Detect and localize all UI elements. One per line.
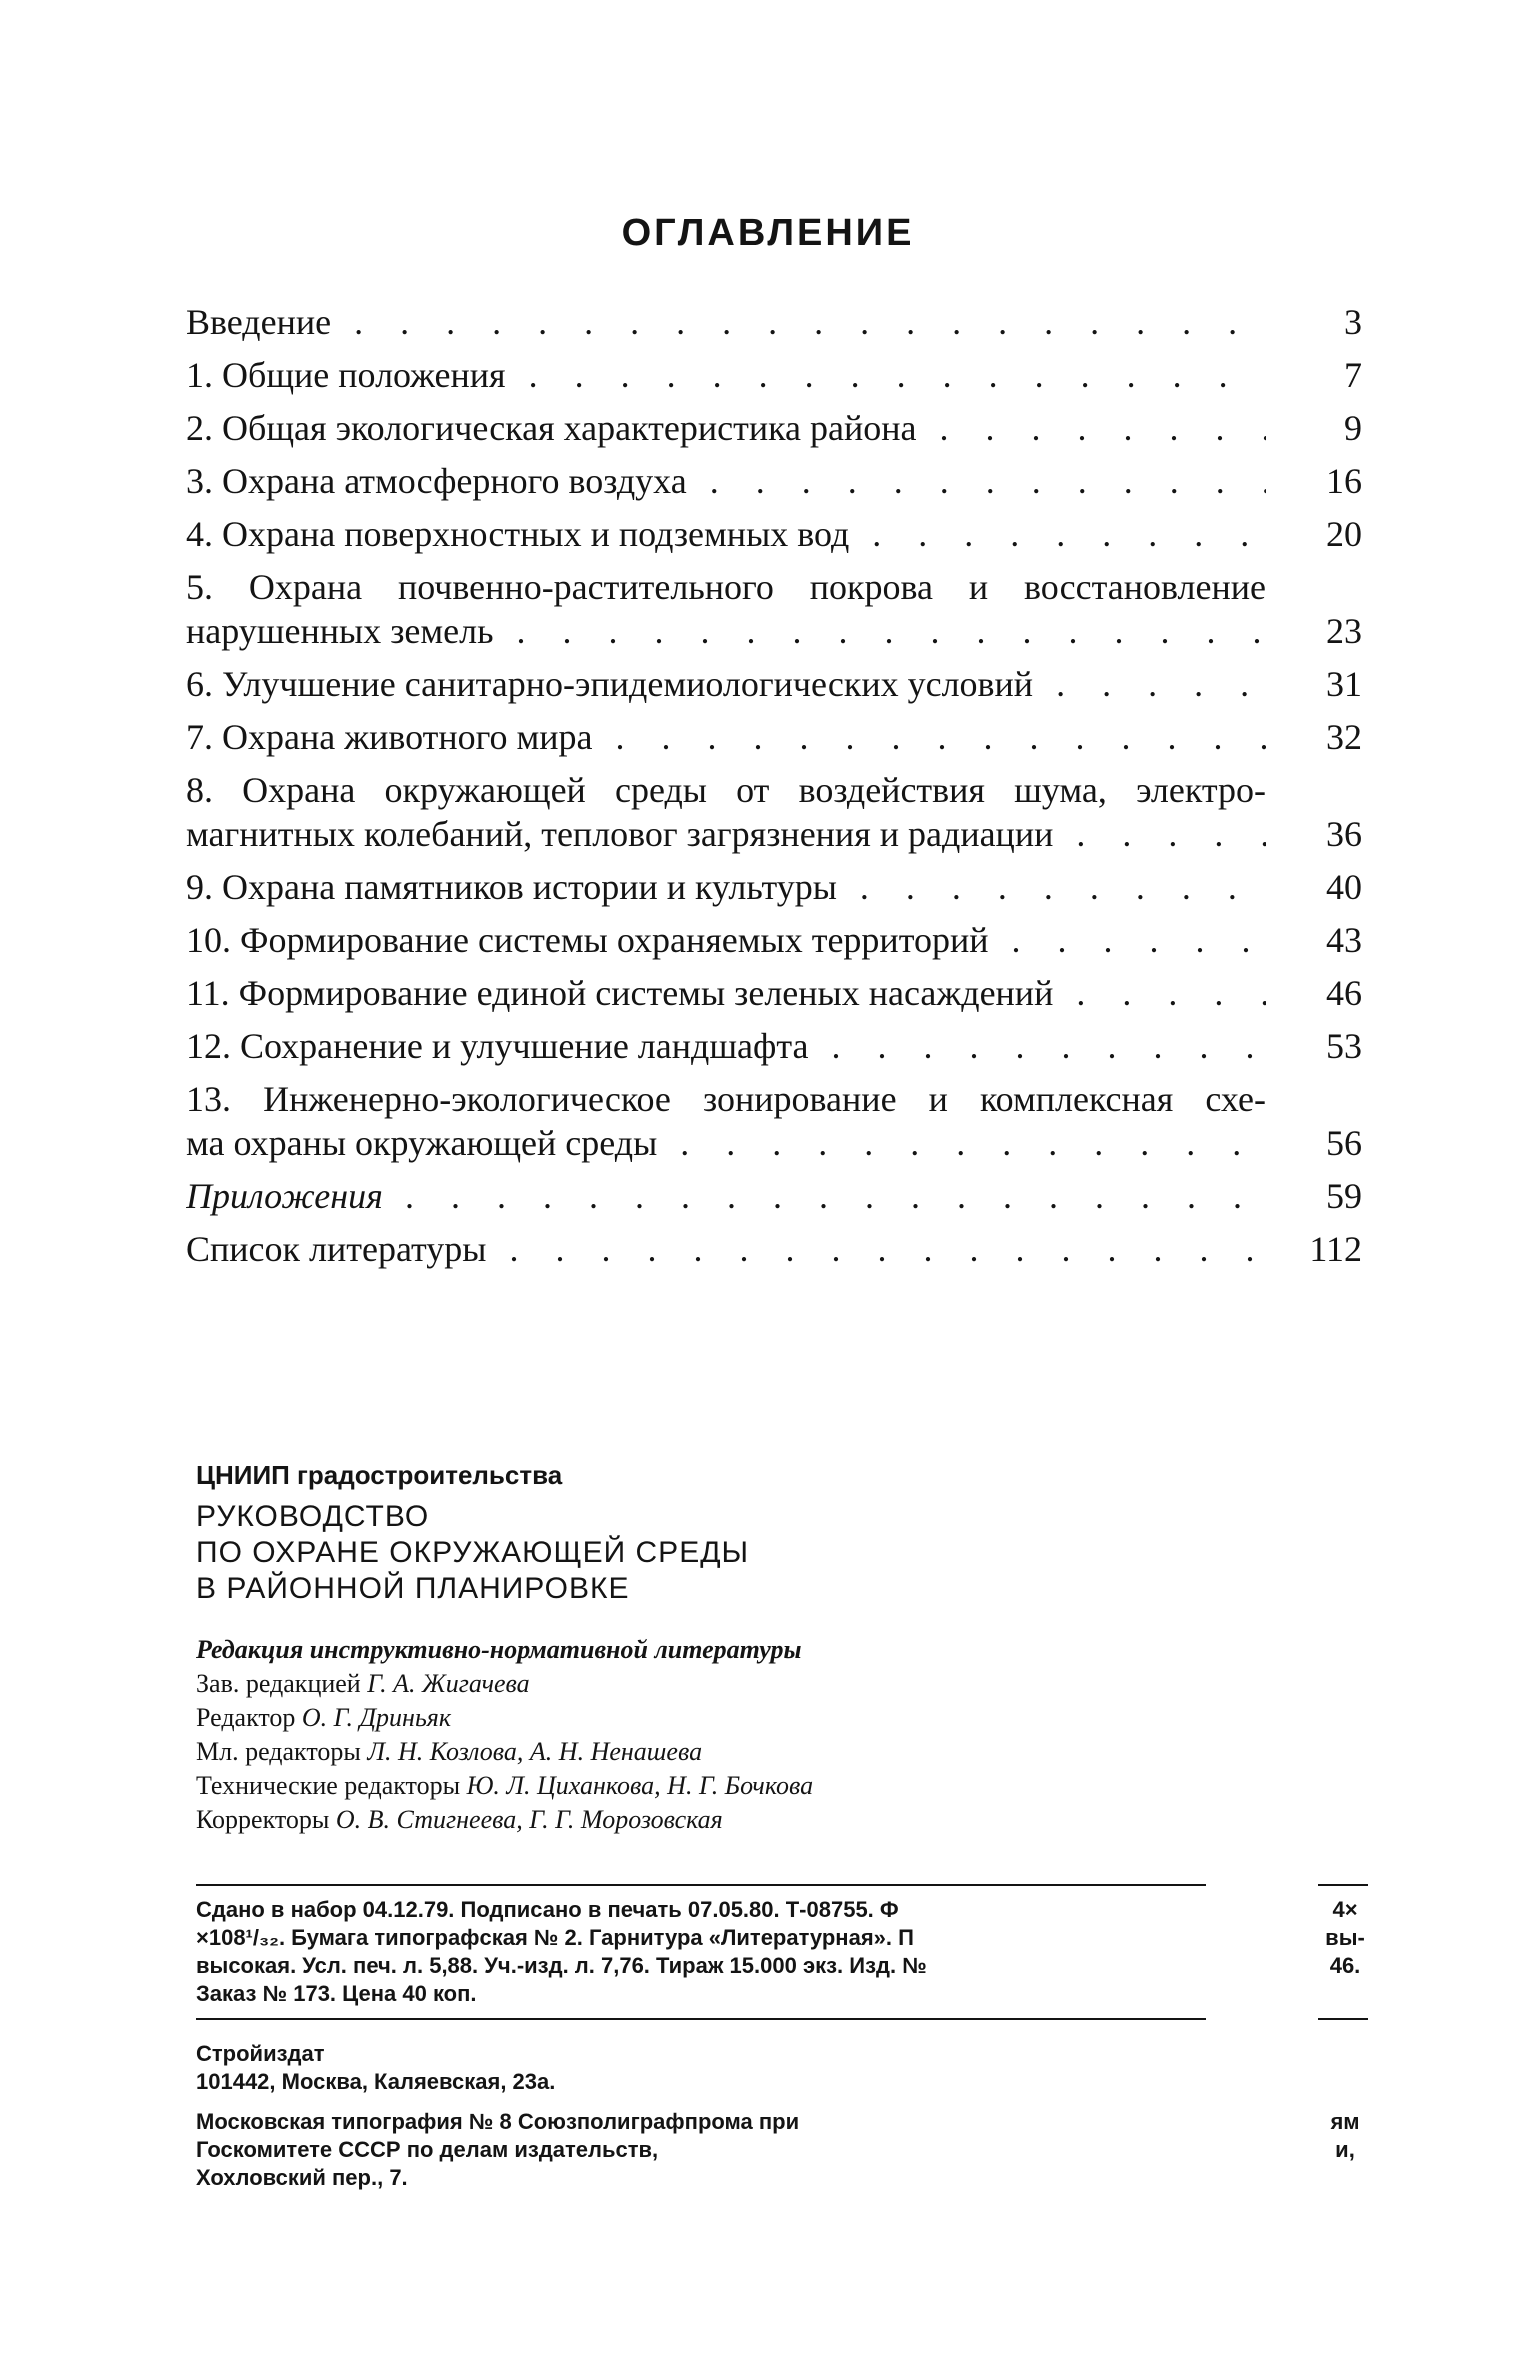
toc-page-number: 40 [1326, 867, 1362, 907]
toc-entry[interactable] [186, 918, 1362, 962]
editor-names: О. Г. Дриньяк [301, 1703, 452, 1732]
toc-entry[interactable] [186, 1227, 1362, 1271]
toc-entry[interactable] [186, 1024, 1362, 1068]
print-info-line: высокая. Усл. печ. л. 5,88. Уч.-изд. л. 7,76. Тираж 15.000 экз. Изд. № [196, 1953, 927, 1978]
toc-entry[interactable] [186, 971, 1362, 1015]
printer [196, 2108, 1206, 2192]
divider [1318, 2018, 1368, 2020]
toc-entry[interactable] [186, 662, 1362, 706]
editor-line [196, 1667, 1376, 1701]
publisher-line: 101442, Москва, Каляевская, 23а. [196, 2069, 556, 2094]
editor-names: О. В. Стигнеева, Г. Г. Морозовская [335, 1805, 723, 1834]
toc-entry[interactable] [186, 865, 1362, 909]
toc-entry-title: 12. Сохранение и улучшение ландшафта . . . [186, 1024, 1266, 1068]
editor-role: Зав. редакцией [196, 1669, 361, 1698]
editor-names: Г. А. Жигачева [367, 1669, 530, 1698]
toc-entry-title: Приложения . . . [186, 1174, 1266, 1218]
toc-entry[interactable] [186, 512, 1362, 556]
editor-line [196, 1701, 1376, 1735]
toc-page-number: 7 [1344, 355, 1362, 395]
printer-right-line: и, [1335, 2137, 1355, 2162]
printer-line: Хохловский пер., 7. [196, 2165, 408, 2190]
print-info-right [1310, 1896, 1380, 1980]
toc-entry[interactable] [186, 300, 1362, 344]
divider [1318, 1884, 1368, 1886]
toc-entry[interactable] [186, 406, 1362, 450]
toc-entry-title: Список литературы . . . [186, 1227, 1266, 1271]
editor-line [196, 1769, 1376, 1803]
editor-role: Корректоры [196, 1805, 330, 1834]
print-info-right-line: 4× [1332, 1897, 1358, 1922]
toc-entry-title: 10. Формирование системы охраняемых территорий . . . [186, 918, 1266, 962]
toc-entry-title: ма охраны окружающей среды . . . [186, 1121, 1266, 1165]
editor-line [196, 1735, 1376, 1769]
print-info-right-line: 46. [1329, 1953, 1361, 1978]
printer-line: Госкомитете СССР по делам издательств, [196, 2137, 659, 2162]
toc-page-number: 16 [1326, 461, 1362, 501]
toc-entry-title: 7. Охрана животного мира . . . [186, 715, 1266, 759]
toc-entry-title: 5. Охрана почвенно-растительного покрова и восстановление [186, 567, 1266, 607]
toc-page-number: 53 [1326, 1026, 1362, 1066]
publisher [196, 2040, 896, 2096]
toc-entry[interactable] [186, 353, 1362, 397]
edition-line: Редакция инструктивно-нормативной литературы [196, 1635, 802, 1664]
toc-page-number: 3 [1344, 302, 1362, 342]
toc-page-number: 36 [1326, 814, 1362, 854]
imprint [196, 1460, 1376, 1837]
toc-page-number: 9 [1344, 408, 1362, 448]
editor-names: Ю. Л. Циханкова, Н. Г. Бочкова [466, 1771, 814, 1800]
editor-line [196, 1803, 1376, 1837]
toc-entry[interactable] [186, 715, 1362, 759]
book-title-line: ПО ОХРАНЕ ОКРУЖАЮЩЕЙ СРЕДЫ [196, 1536, 750, 1569]
editor-names: Л. Н. Козлова, А. Н. Ненашева [367, 1737, 703, 1766]
toc-entry-title: 3. Охрана атмосферного воздуха . . . [186, 459, 1266, 503]
toc-entry-title: 8. Охрана окружающей среды от воздействия шума, электро- [186, 770, 1266, 810]
divider [196, 2018, 1206, 2020]
toc-page-number: 112 [1309, 1229, 1362, 1269]
toc-page-number: 59 [1326, 1176, 1362, 1216]
print-info [196, 1896, 1206, 2008]
organization-name: ЦНИИП градостроительства [196, 1460, 563, 1490]
toc-entry-title: 13. Инженерно-экологическое зонирование и комплексная схе- [186, 1079, 1266, 1119]
print-info-line: ×108¹/₃₂. Бумага типографская № 2. Гарнитура «Литературная». П [196, 1925, 914, 1950]
toc-page-number: 46 [1326, 973, 1362, 1013]
print-info-line: Сдано в набор 04.12.79. Подписано в печать 07.05.80. Т-08755. Ф [196, 1897, 899, 1922]
editor-role: Редактор [196, 1703, 296, 1732]
publisher-line: Стройиздат [196, 2041, 325, 2066]
book-title-line: В РАЙОННОЙ ПЛАНИРОВКЕ [196, 1572, 630, 1605]
toc-entry[interactable] [186, 768, 1362, 856]
divider [196, 1884, 1206, 1886]
toc-entry-title: нарушенных земель . . . [186, 609, 1266, 653]
toc-page-number: 32 [1326, 717, 1362, 757]
toc-page-number: 23 [1326, 611, 1362, 651]
toc-page-number: 20 [1326, 514, 1362, 554]
print-info-line: Заказ № 173. Цена 40 коп. [196, 1981, 477, 2006]
editors-list [196, 1633, 1376, 1837]
toc-page-number: 56 [1326, 1123, 1362, 1163]
toc-entry[interactable] [186, 565, 1362, 653]
printer-line: Московская типография № 8 Союзполиграфпрома при [196, 2109, 800, 2134]
printer-right-line: ям [1330, 2109, 1360, 2134]
printer-right [1310, 2108, 1380, 2164]
toc-page-number: 31 [1326, 664, 1362, 704]
toc-entry-title: магнитных колебаний, тепловог загрязнения и радиации . . . [186, 812, 1266, 856]
print-info-right-line: вы- [1325, 1925, 1365, 1950]
toc-entry[interactable] [186, 1077, 1362, 1165]
toc-entry[interactable] [186, 459, 1362, 503]
toc-entry-title: 6. Улучшение санитарно-эпидемиологических условий . . . [186, 662, 1266, 706]
toc-page-number: 43 [1326, 920, 1362, 960]
toc-title: ОГЛАВЛЕНИЕ [621, 212, 915, 254]
editor-role: Технические редакторы [196, 1771, 461, 1800]
toc-entry-title: 1. Общие положения . . . [186, 353, 1266, 397]
editor-role: Мл. редакторы [196, 1737, 361, 1766]
toc-entry-title: 9. Охрана памятников истории и культуры . . . [186, 865, 1266, 909]
toc-entry-title: 11. Формирование единой системы зеленых насаждений . . . [186, 971, 1266, 1015]
book-title [196, 1499, 1376, 1607]
book-title-line: РУКОВОДСТВО [196, 1500, 430, 1533]
table-of-contents [186, 300, 1362, 1280]
toc-entry-title: Введение . . . [186, 300, 1266, 344]
toc-entry-title: 4. Охрана поверхностных и подземных вод . . . [186, 512, 1266, 556]
toc-entry-title: 2. Общая экологическая характеристика района . . . [186, 406, 1266, 450]
toc-entry[interactable] [186, 1174, 1362, 1218]
